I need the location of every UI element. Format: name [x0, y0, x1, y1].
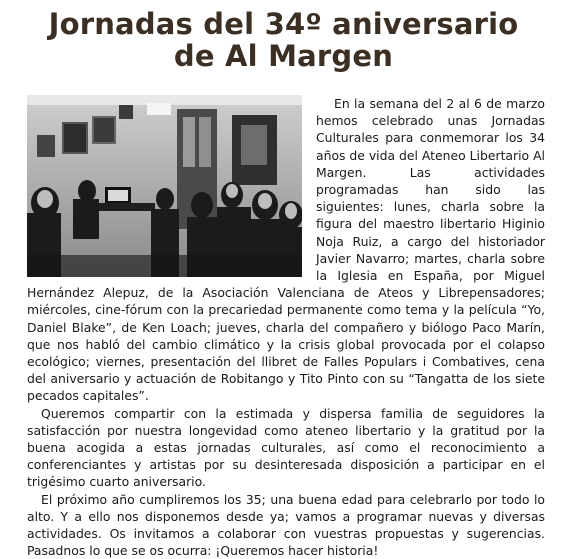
- title-line-1: Jornadas del 34º aniversario: [48, 7, 519, 41]
- title-line-2: de Al Margen: [173, 39, 394, 73]
- photo-audience-icon: [27, 95, 302, 277]
- paragraph-2: Queremos compartir con la estimada y dispersa familia de seguidores la satisfacción por nuestra longevidad como ateneo libertario y la gratitud por la buena acogida a estas jornadas culturales, así como el reconocimiento a conferenciantes y artistas por su desinteresada disposición a participar en el trigésimo cuarto aniversario.: [27, 405, 545, 490]
- paragraph-1: En la semana del 2 al 6 de marzo hemos celebrado unas Jornadas Culturales para conmemorar los 34 años de vida del Ateneo Libertario Al Margen. Las actividades programadas han sido las siguientes: lunes, charla sobre la figura del maestro libertario Higinio Noja Ruiz, a cargo del historiador Javier Navarro; martes, charla sobre la Iglesia en España, por Miguel Hernández Alepuz, de la Asociación Valenciana de Ateos y Librepensadores; miércoles, cine-fórum con la precariedad permanente como tema y la película “Yo, Daniel Blake”, de Ken Loach; jueves, charla del compañero y biólogo Paco Marín, que nos habló del cambio climático y la crisis global provocada por el colapso ecológico; viernes, presentación del llibret de Falles Populars i Combatives, cena del aniversario y actuación de Robitango y Tito Pinto con su “Tangatta de los siete pecados capitales”.: [27, 96, 545, 404]
- event-photo: [27, 95, 302, 277]
- paragraph-3: El próximo año cumpliremos los 35; una buena edad para celebrarlo por todo lo alto. Y a ello nos disponemos desde ya; vamos a programar nuevas y diversas actividades. Os invitamos a colaborar con vuestras propuestas y sugerencias. Pasadnos lo que se os ocurra: ¡Queremos hacer historia!: [27, 491, 545, 559]
- article-body: [27, 95, 545, 559]
- article-title: [0, 8, 567, 72]
